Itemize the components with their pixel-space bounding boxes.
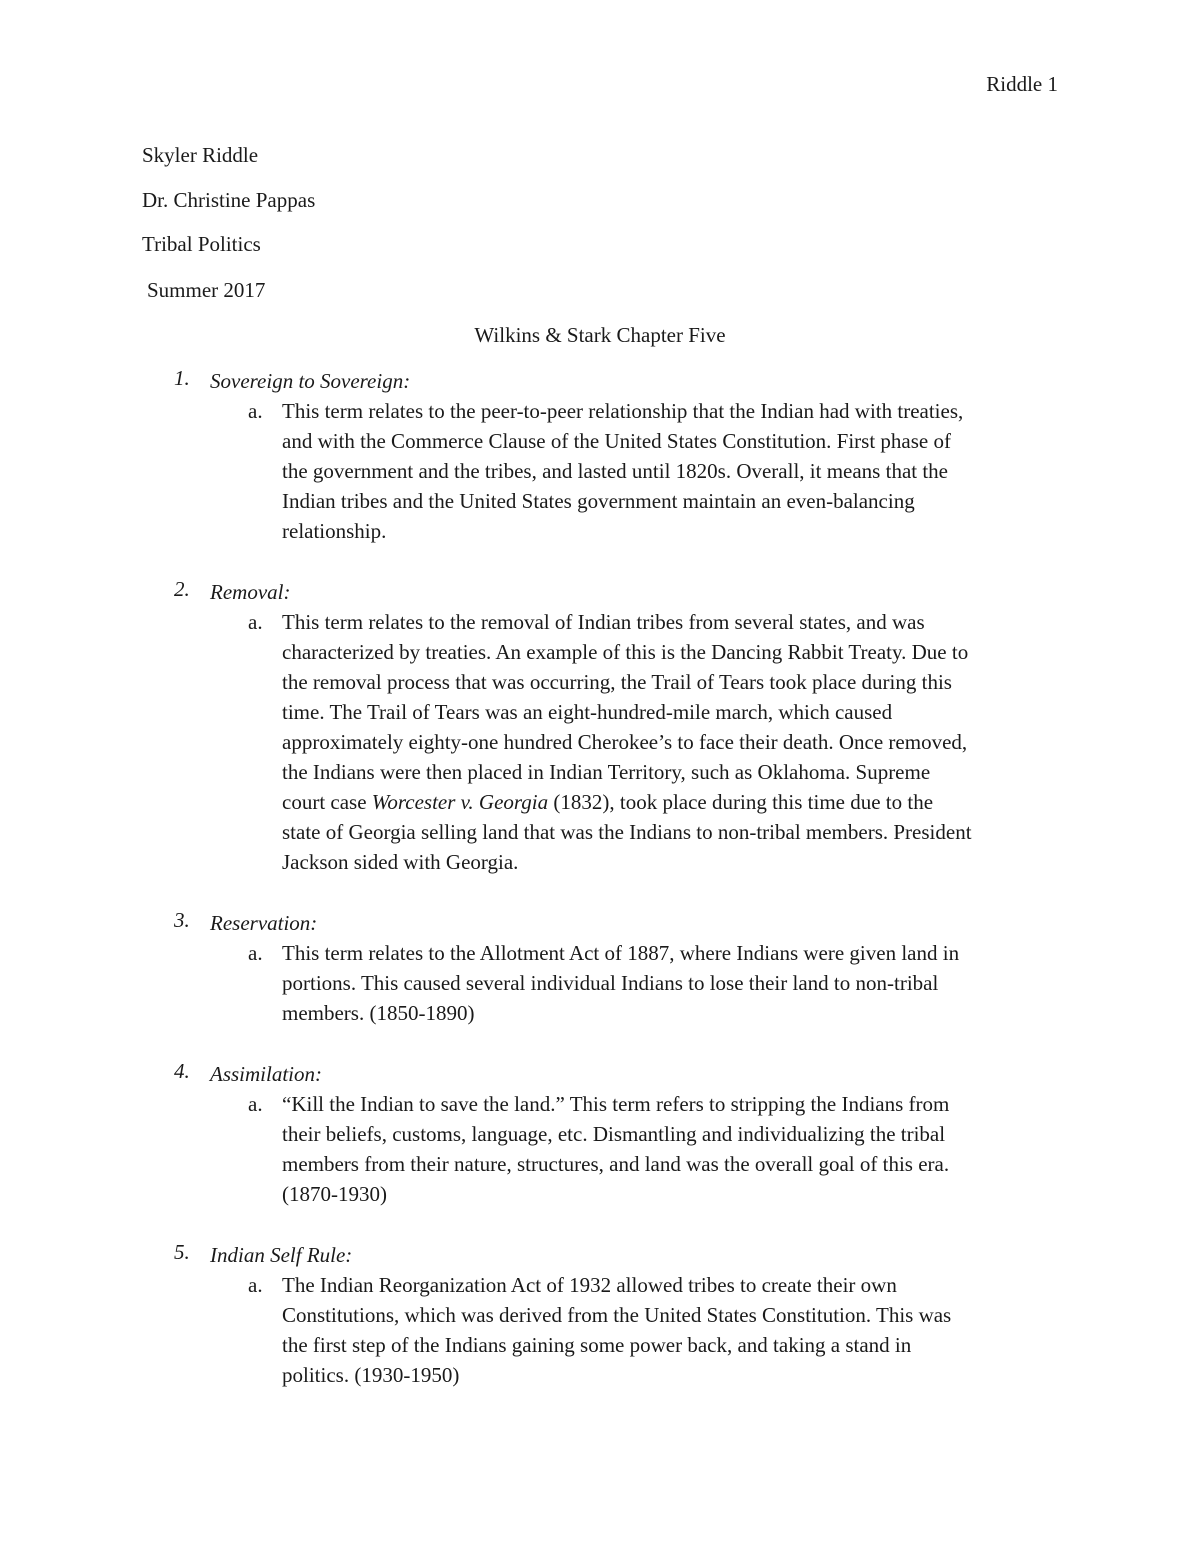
item-number: 1. bbox=[174, 366, 190, 390]
text-line: members. (1850-1890) bbox=[282, 1001, 475, 1025]
case-line-after: (1832), took place during this time due to the bbox=[548, 790, 934, 814]
sub-item-letter: a. bbox=[248, 399, 263, 423]
item-number: 3. bbox=[174, 908, 190, 932]
item-term: Removal: bbox=[210, 580, 291, 604]
list-item bbox=[142, 908, 1062, 1028]
sub-item-letter: a. bbox=[248, 610, 263, 634]
course-name: Tribal Politics bbox=[142, 232, 261, 256]
text-line: This term relates to the peer-to-peer relationship that the Indian had with treaties, bbox=[282, 399, 964, 423]
sub-item bbox=[248, 938, 1062, 1028]
text-line: The Indian Reorganization Act of 1932 allowed tribes to create their own bbox=[282, 1273, 897, 1297]
instructor-name: Dr. Christine Pappas bbox=[142, 188, 316, 212]
text-line: Constitutions, which was derived from the United States Constitution. This was bbox=[282, 1303, 952, 1327]
text-line: characterized by treaties. An example of this is the Dancing Rabbit Treaty. Due to bbox=[282, 640, 969, 664]
text-line: their beliefs, customs, language, etc. Dismantling and individualizing the tribal bbox=[282, 1122, 946, 1146]
document-title: Wilkins & Stark Chapter Five bbox=[474, 323, 726, 347]
list-item bbox=[142, 577, 1062, 877]
case-line-before: court case bbox=[282, 790, 372, 814]
item-number: 5. bbox=[174, 1240, 190, 1264]
author-name: Skyler Riddle bbox=[142, 143, 259, 167]
sub-item bbox=[248, 1270, 1062, 1390]
item-term: Reservation: bbox=[210, 911, 318, 935]
text-line: time. The Trail of Tears was an eight-hundred-mile march, which caused bbox=[282, 700, 893, 724]
text-line: portions. This caused several individual Indians to lose their land to non-tribal bbox=[282, 971, 939, 995]
item-term: Sovereign to Sovereign: bbox=[210, 369, 411, 393]
sub-item-letter: a. bbox=[248, 1092, 263, 1116]
court-case-name: Worcester v. Georgia bbox=[371, 790, 549, 814]
item-term: Indian Self Rule: bbox=[210, 1243, 353, 1267]
sub-item-letter: a. bbox=[248, 941, 263, 965]
text-line: the removal process that was occurring, the Trail of Tears took place during this bbox=[282, 670, 952, 694]
text-line: approximately eighty-one hundred Cherokee’s to face their death. Once removed, bbox=[282, 730, 968, 754]
item-number: 4. bbox=[174, 1059, 190, 1083]
term-date: Summer 2017 bbox=[147, 278, 266, 302]
sub-item bbox=[248, 607, 1062, 877]
text-line: politics. (1930-1950) bbox=[282, 1363, 460, 1387]
text-line-with-case bbox=[282, 787, 1062, 817]
running-head: Riddle 1 bbox=[986, 72, 1058, 96]
list-item bbox=[142, 1240, 1062, 1390]
text-line: Jackson sided with Georgia. bbox=[282, 850, 519, 874]
text-line: the Indians were then placed in Indian Territory, such as Oklahoma. Supreme bbox=[282, 760, 931, 784]
text-line: state of Georgia selling land that was the Indians to non-tribal members. President bbox=[282, 820, 972, 844]
text-line: This term relates to the removal of Indian tribes from several states, and was bbox=[282, 610, 925, 634]
text-line: This term relates to the Allotment Act of 1887, where Indians were given land in bbox=[282, 941, 960, 965]
text-line: members from their nature, structures, and land was the overall goal of this era. bbox=[282, 1152, 950, 1176]
text-line: (1870-1930) bbox=[282, 1182, 387, 1206]
item-term: Assimilation: bbox=[210, 1062, 323, 1086]
term-list bbox=[142, 366, 1062, 1421]
sub-item-letter: a. bbox=[248, 1273, 263, 1297]
text-line: and with the Commerce Clause of the United States Constitution. First phase of bbox=[282, 429, 951, 453]
text-line: relationship. bbox=[282, 519, 387, 543]
text-line: “Kill the Indian to save the land.” This term refers to stripping the Indians from bbox=[282, 1092, 950, 1116]
text-line: the first step of the Indians gaining some power back, and taking a stand in bbox=[282, 1333, 912, 1357]
list-item bbox=[142, 1059, 1062, 1209]
item-number: 2. bbox=[174, 577, 190, 601]
sub-item bbox=[248, 1089, 1062, 1209]
text-line: Indian tribes and the United States government maintain an even-balancing bbox=[282, 489, 915, 513]
text-line: the government and the tribes, and lasted until 1820s. Overall, it means that the bbox=[282, 459, 949, 483]
sub-item bbox=[248, 396, 1062, 546]
list-item bbox=[142, 366, 1062, 546]
